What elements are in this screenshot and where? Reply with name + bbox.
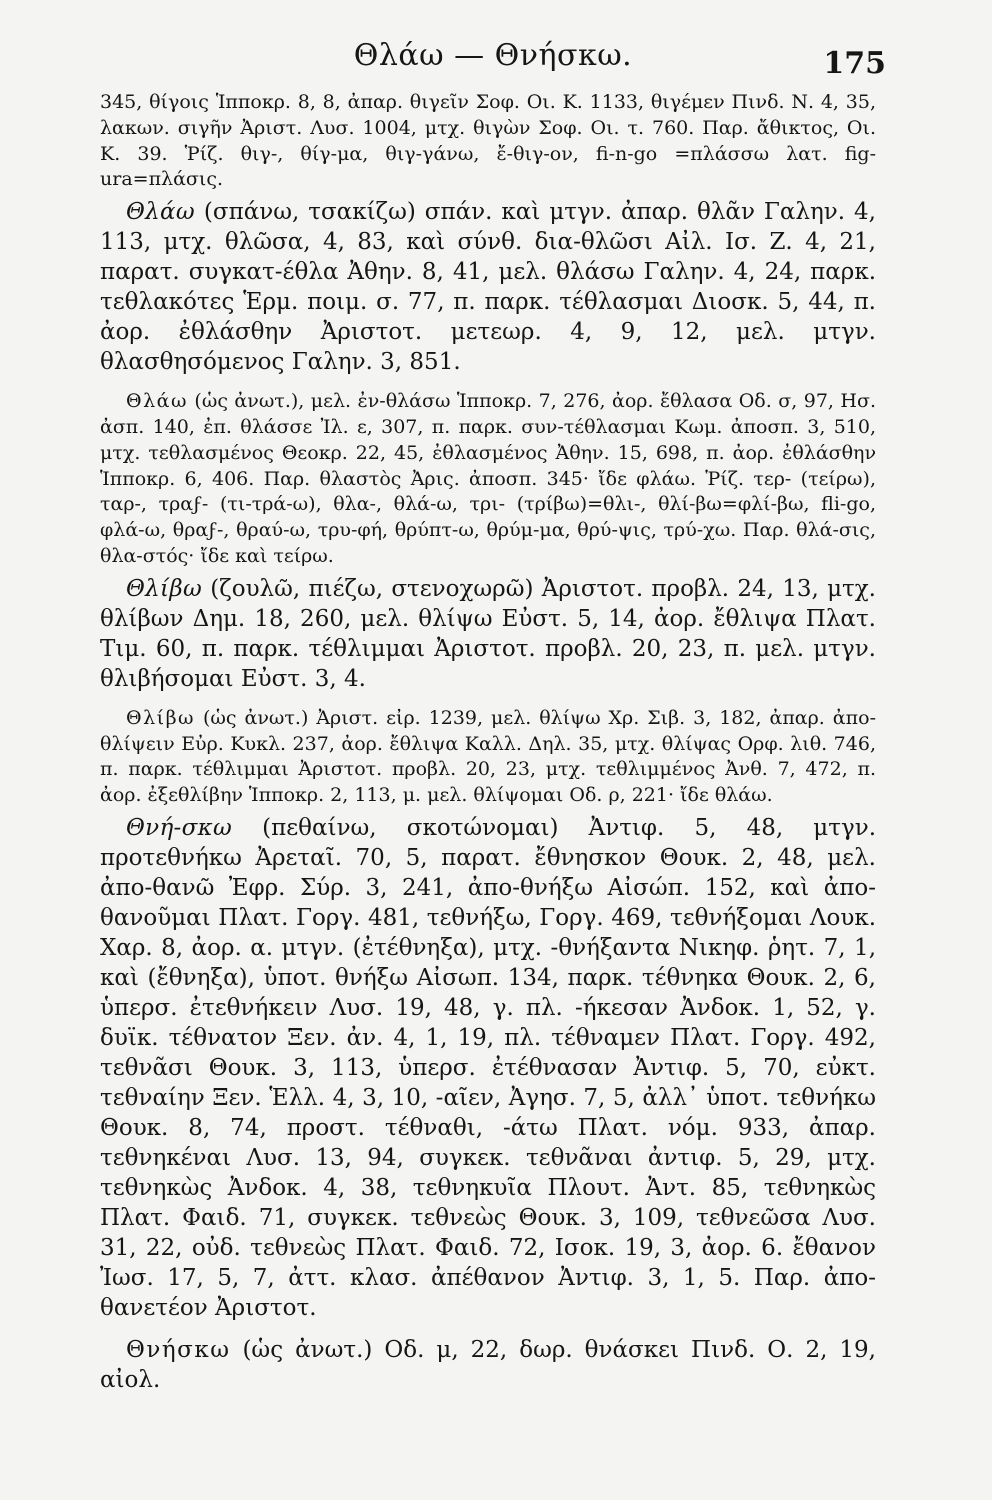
page-number: 175 — [823, 46, 886, 81]
entry-thnesko — [100, 813, 876, 1323]
dictionary-body — [100, 90, 876, 1407]
entry-text: (πεθαίνω, σκοτώνομαι) Ἀντιφ. 5, 48, μτγν. προτεθνήκω Ἀρεταῖ. 70, 5, παρατ. ἔθνησκον Θουκ. 2, 48, μελ. ἀπο-θανῶ Ἐφρ. Σύρ. 3, 241, ἀπο-θνήξω Αἰσώπ. 152, καὶ ἀπο-θανοῦμαι Πλατ. Γοργ. 481, τεθνήξω, Γοργ. 469, τεθνήξομαι Λουκ. Χαρ. 8, ἀορ. α. μτγν. (ἐτέθνηξα), μτχ. -θνήξαντα Νικηφ. ῥητ. 7, 1, καὶ (ἔθνηξα), ὑποτ. θνήξω Αἰσωπ. 134, παρκ. τέθνηκα Θουκ. 2, 6, ὑπερσ. ἐτεθνήκειν Λυσ. 19, 48, γ. πλ. -ήκεσαν Ἀνδοκ. 1, 52, γ. δυϊκ. τέθνατον Ξεν. ἀν. 4, 1, 19, πλ. τέθναμεν Πλατ. Γοργ. 492, τεθνᾶσι Θουκ. 3, 113, ὑπερσ. ἐτέθνασαν Ἀντιφ. 5, 70, εὐκτ. τεθναίην Ξεν. Ἑλλ. 4, 3, 10, -αῖεν, Ἀγησ. 7, 5, ἀλλ᾽ ὑποτ. τεθνήκω Θουκ. 8, 74, προστ. τέθναθι, -άτω Πλατ. νόμ. 933, ἀπαρ. τεθνηκέναι Λυσ. 13, 94, συγκεκ. τεθνᾶναι ἀντιφ. 5, 29, μτχ. τεθνηκὼς Ἀνδοκ. 4, 38, τεθνηκυῖα Πλουτ. Ἀντ. 85, τεθνηκὼς Πλατ. Φαιδ. 71, συγκεκ. τεθνεὼς Θουκ. 3, 109, τεθνεῶσα Λυσ. 31, 22, οὐδ. τεθνεὼς Πλατ. Φαιδ. 72, Ισοκ. 19, 3, ἀορ. 6. ἔθανον Ἰωσ. 17, 5, 7, ἀττ. κλασ. ἀπέθανον Ἀντιφ. 3, 1, 5. Παρ. ἀπο-θανετέον Ἀριστοτ. — [100, 814, 876, 1321]
entry-text: (σπάνω, τσακίζω) σπάν. καὶ μτγν. ἀπαρ. θλᾶν Γαλην. 4, 113, μτχ. θλῶσα, 4, 83, καὶ σύνθ. δια-θλῶσι Αἰλ. Ισ. Ζ. 4, 21, παρατ. συγκατ-έθλα Ἀθην. 8, 41, μελ. θλάσω Γαλην. 4, 24, παρκ. τεθλακότες Ἑρμ. ποιμ. σ. 77, π. παρκ. τέθλασμαι Διοσκ. 5, 44, π. ἀορ. ἐθλάσθην Ἀριστοτ. μετεωρ. 4, 9, 12, μελ. μτγν. θλασθησόμενος Γαλην. 3, 851. — [100, 199, 876, 376]
subentry-thlibo-poetic — [100, 706, 876, 809]
subentry-headword: Θλίβω — [126, 706, 196, 729]
subentry-text: (ὡς ἀνωτ.) Οδ. μ, 22, δωρ. θνάσκει Πινδ. Ο. 2, 19, αἰολ. — [100, 1336, 876, 1393]
running-title: Θλάω — Θνήσκω. — [353, 38, 633, 73]
subentry-headword: Θνήσκω — [126, 1336, 231, 1363]
subentry-thnesko-poetic — [100, 1335, 876, 1395]
entry-thlibo — [100, 574, 876, 694]
subentry-text: (ὡς ἀνωτ.), μελ. ἐν-θλάσω Ἱπποκρ. 7, 276, ἀορ. ἔθλασα Οδ. σ, 97, Ησ. ἀσπ. 140, ἐπ. θλάσσε Ἰλ. ε, 307, π. παρκ. συν-τέθλασμαι Κωμ. ἀποσπ. 3, 510, μτχ. τεθλασμένος Θεοκρ. 22, 45, ἐθλασμένος Ἀθην. 15, 698, π. ἀορ. ἐθλάσθην Ἱπποκρ. 6, 406. Παρ. θλαστὸς Ἀρις. ἀποσπ. 345· ἴδε φλάω. Ῥίζ. τερ- (τείρω), ταρ-, τραϝ- (τι-τρά-ω), θλα-, θλά-ω, τρι- (τρίβω)=θλι-, θλί-βω=φλί-βω, fli-go, φλά-ω, θραϝ-, θραύ-ω, τρυ-φή, θρύπτ-ω, θρύμ-μα, θρύ-ψις, τρύ-χω. Παρ. θλά-σις, θλα-στός· ἴδε καὶ τείρω. — [100, 390, 876, 567]
entry-thlao — [100, 197, 876, 377]
subentry-thlao-poetic — [100, 389, 876, 570]
subentry-headword: Θλάω — [126, 390, 188, 413]
entry-continuation — [100, 90, 876, 193]
entry-text: (ζουλῶ, πιέζω, στενοχωρῶ) Ἀριστοτ. προβλ. 24, 13, μτχ. θλίβων Δημ. 18, 260, μελ. θλίψω Εὐστ. 5, 14, ἀορ. ἔθλιψα Πλατ. Τιμ. 60, π. παρκ. τέθλιμμαι Ἀριστοτ. προβλ. 20, 23, π. μελ. μτγν. θλιβήσομαι Εὐστ. 3, 4. — [100, 575, 876, 692]
running-head — [100, 38, 886, 82]
subentry-text: (ὡς ἀνωτ.) Ἀριστ. εἰρ. 1239, μελ. θλίψω Χρ. Σιβ. 3, 182, ἀπαρ. ἀπο-θλίψειν Εὐρ. Κυκλ. 237, ἀορ. ἔθλιψα Καλλ. Δηλ. 35, μτχ. θλίψας Ορφ. λιθ. 746, π. παρκ. τέθλιμμαι Ἀριστοτ. προβλ. 20, 23, μτχ. τεθλιμμένος Ἀνθ. 7, 472, π. ἀορ. ἐξεθλίβην Ἱπποκρ. 2, 113, μ. μελ. θλίψομαι Οδ. ρ, 221· ἴδε θλάω. — [100, 706, 876, 807]
entry-text: 345, θίγοις Ἱπποκρ. 8, 8, ἀπαρ. θιγεῖν Σοφ. Οι. Κ. 1133, θιγέμεν Πινδ. Ν. 4, 35, λακων. σιγῆν Ἀριστ. Λυσ. 1004, μτχ. θιγὼν Σοφ. Οι. τ. 760. Παρ. ἄθικτος, Οι. Κ. 39. Ῥίζ. θιγ-, θίγ-μα, θιγ-γάνω, ἔ-θιγ-ον, fi-n-go =πλάσσω λατ. fig-ura=πλάσις. — [100, 91, 876, 191]
entry-headword: Θλάω — [126, 199, 195, 226]
entry-headword: Θνή-σκω — [126, 814, 233, 841]
entry-headword: Θλίβω — [126, 575, 203, 602]
